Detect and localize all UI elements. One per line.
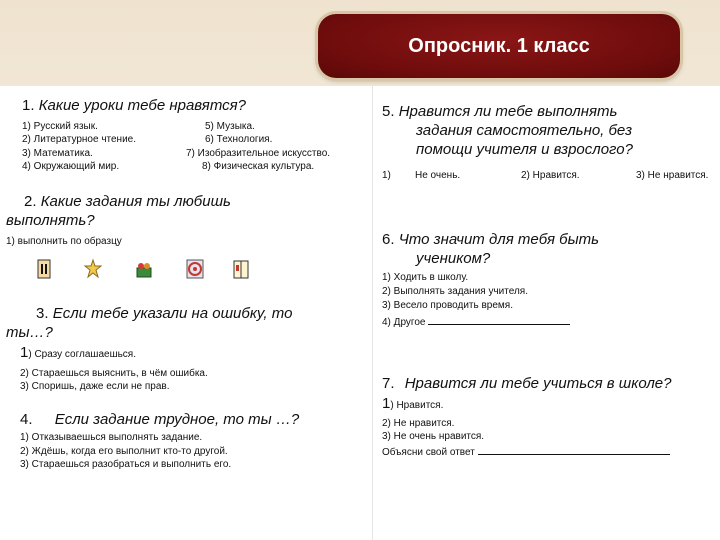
q3-option: 2) Стараешься выяснить, в чём ошибка. <box>20 368 208 379</box>
q7-option-1-number: 1 <box>382 395 391 412</box>
question-6-number: 6. <box>382 231 395 248</box>
question-2 <box>6 192 336 230</box>
q1-option: 7) Изобразительное искусство. <box>186 148 331 159</box>
question-5-text-line3: помощи учителя и взрослого? <box>416 141 633 158</box>
q1-option: 1) Русский язык. <box>22 121 98 132</box>
question-3-text-line1: Если тебе указали на ошибку, то <box>52 305 293 322</box>
question-4 <box>20 410 360 429</box>
question-3-number: 3. <box>36 305 49 322</box>
question-5-number: 5. <box>382 103 395 120</box>
q3-option-1 <box>20 344 136 362</box>
q2-option: 1) выполнить по образцу <box>6 236 122 247</box>
column-divider <box>372 86 373 540</box>
q1-option: 5) Музыка. <box>205 121 255 132</box>
q5-option-3: 3) Не нравится. <box>636 170 709 181</box>
question-1-number: 1. <box>22 97 35 114</box>
q6-option: 2) Выполнять задания учителя. <box>382 286 528 297</box>
q7-option-1-text: ) Нравится. <box>390 400 444 411</box>
q4-option: 3) Стараешься разобраться и выполнить его. <box>20 459 232 470</box>
question-4-number: 4. <box>20 411 33 428</box>
q7-explain <box>382 444 670 459</box>
q5-option-1-text: Не очень. <box>415 170 461 181</box>
question-2-text-line1: Какие задания ты любишь <box>40 193 231 210</box>
question-5-text-line2: задания самостоятельно, без <box>416 122 633 139</box>
question-6-text-line1: Что значит для тебя быть <box>398 231 600 248</box>
q7-option: 2) Не нравится. <box>382 418 455 429</box>
q5-option-2: 2) Нравится. <box>521 170 580 181</box>
q4-option: 1) Отказываешься выполнять задание. <box>20 432 203 443</box>
question-6 <box>382 230 712 268</box>
question-2-number: 2. <box>24 193 37 210</box>
q7-option-1 <box>382 395 443 413</box>
question-3 <box>6 304 346 342</box>
q5-option-1-number: 1) <box>382 170 391 181</box>
question-1-text: Какие уроки тебе нравятся? <box>38 97 246 114</box>
q6-option: 3) Весело проводить время. <box>382 300 513 311</box>
q6-option-other-label: 4) Другое <box>382 317 426 328</box>
q1-option: 8) Физическая культура. <box>202 161 315 172</box>
q7-explain-answer-line[interactable] <box>478 444 670 455</box>
question-3-text-line2: ты…? <box>6 324 53 341</box>
q6-other-answer-line[interactable] <box>428 314 570 325</box>
page-title: Опросник. 1 класс <box>408 34 590 57</box>
q3-option: 3) Споришь, даже если не прав. <box>20 381 170 392</box>
q7-explain-label: Объясни свой ответ <box>382 447 475 458</box>
question-1 <box>22 96 246 115</box>
star-face-icon <box>84 258 102 280</box>
target-icon <box>186 258 204 280</box>
q4-option: 2) Ждёшь, когда его выполнит кто-то другой. <box>20 446 228 457</box>
q3-option-1-text: ) Сразу соглашаешься. <box>28 349 137 360</box>
question-6-text-line2: учеником? <box>416 250 491 267</box>
question-7-number: 7. <box>382 375 395 392</box>
q1-option: 4) Окружающий мир. <box>22 161 120 172</box>
q6-option-other <box>382 314 570 329</box>
question-2-text-line2: выполнять? <box>6 212 95 229</box>
question-7-text: Нравится ли тебе учиться в школе? <box>404 375 672 392</box>
q6-option: 1) Ходить в школу. <box>382 272 469 283</box>
q1-option: 3) Математика. <box>22 148 93 159</box>
basket-icon <box>135 258 153 280</box>
q3-option-1-number: 1 <box>20 344 29 361</box>
q1-option: 2) Литературное чтение. <box>22 134 137 145</box>
title-banner <box>318 14 680 78</box>
question-5 <box>382 102 712 159</box>
question-7 <box>382 374 720 393</box>
question-4-text: Если задание трудное, то ты …? <box>54 411 300 428</box>
q7-option: 3) Не очень нравится. <box>382 431 485 442</box>
figure-icon <box>35 258 53 280</box>
q1-option: 6) Технология. <box>205 134 273 145</box>
book-icon <box>232 258 250 280</box>
question-5-text-line1: Нравится ли тебе выполнять <box>398 103 618 120</box>
